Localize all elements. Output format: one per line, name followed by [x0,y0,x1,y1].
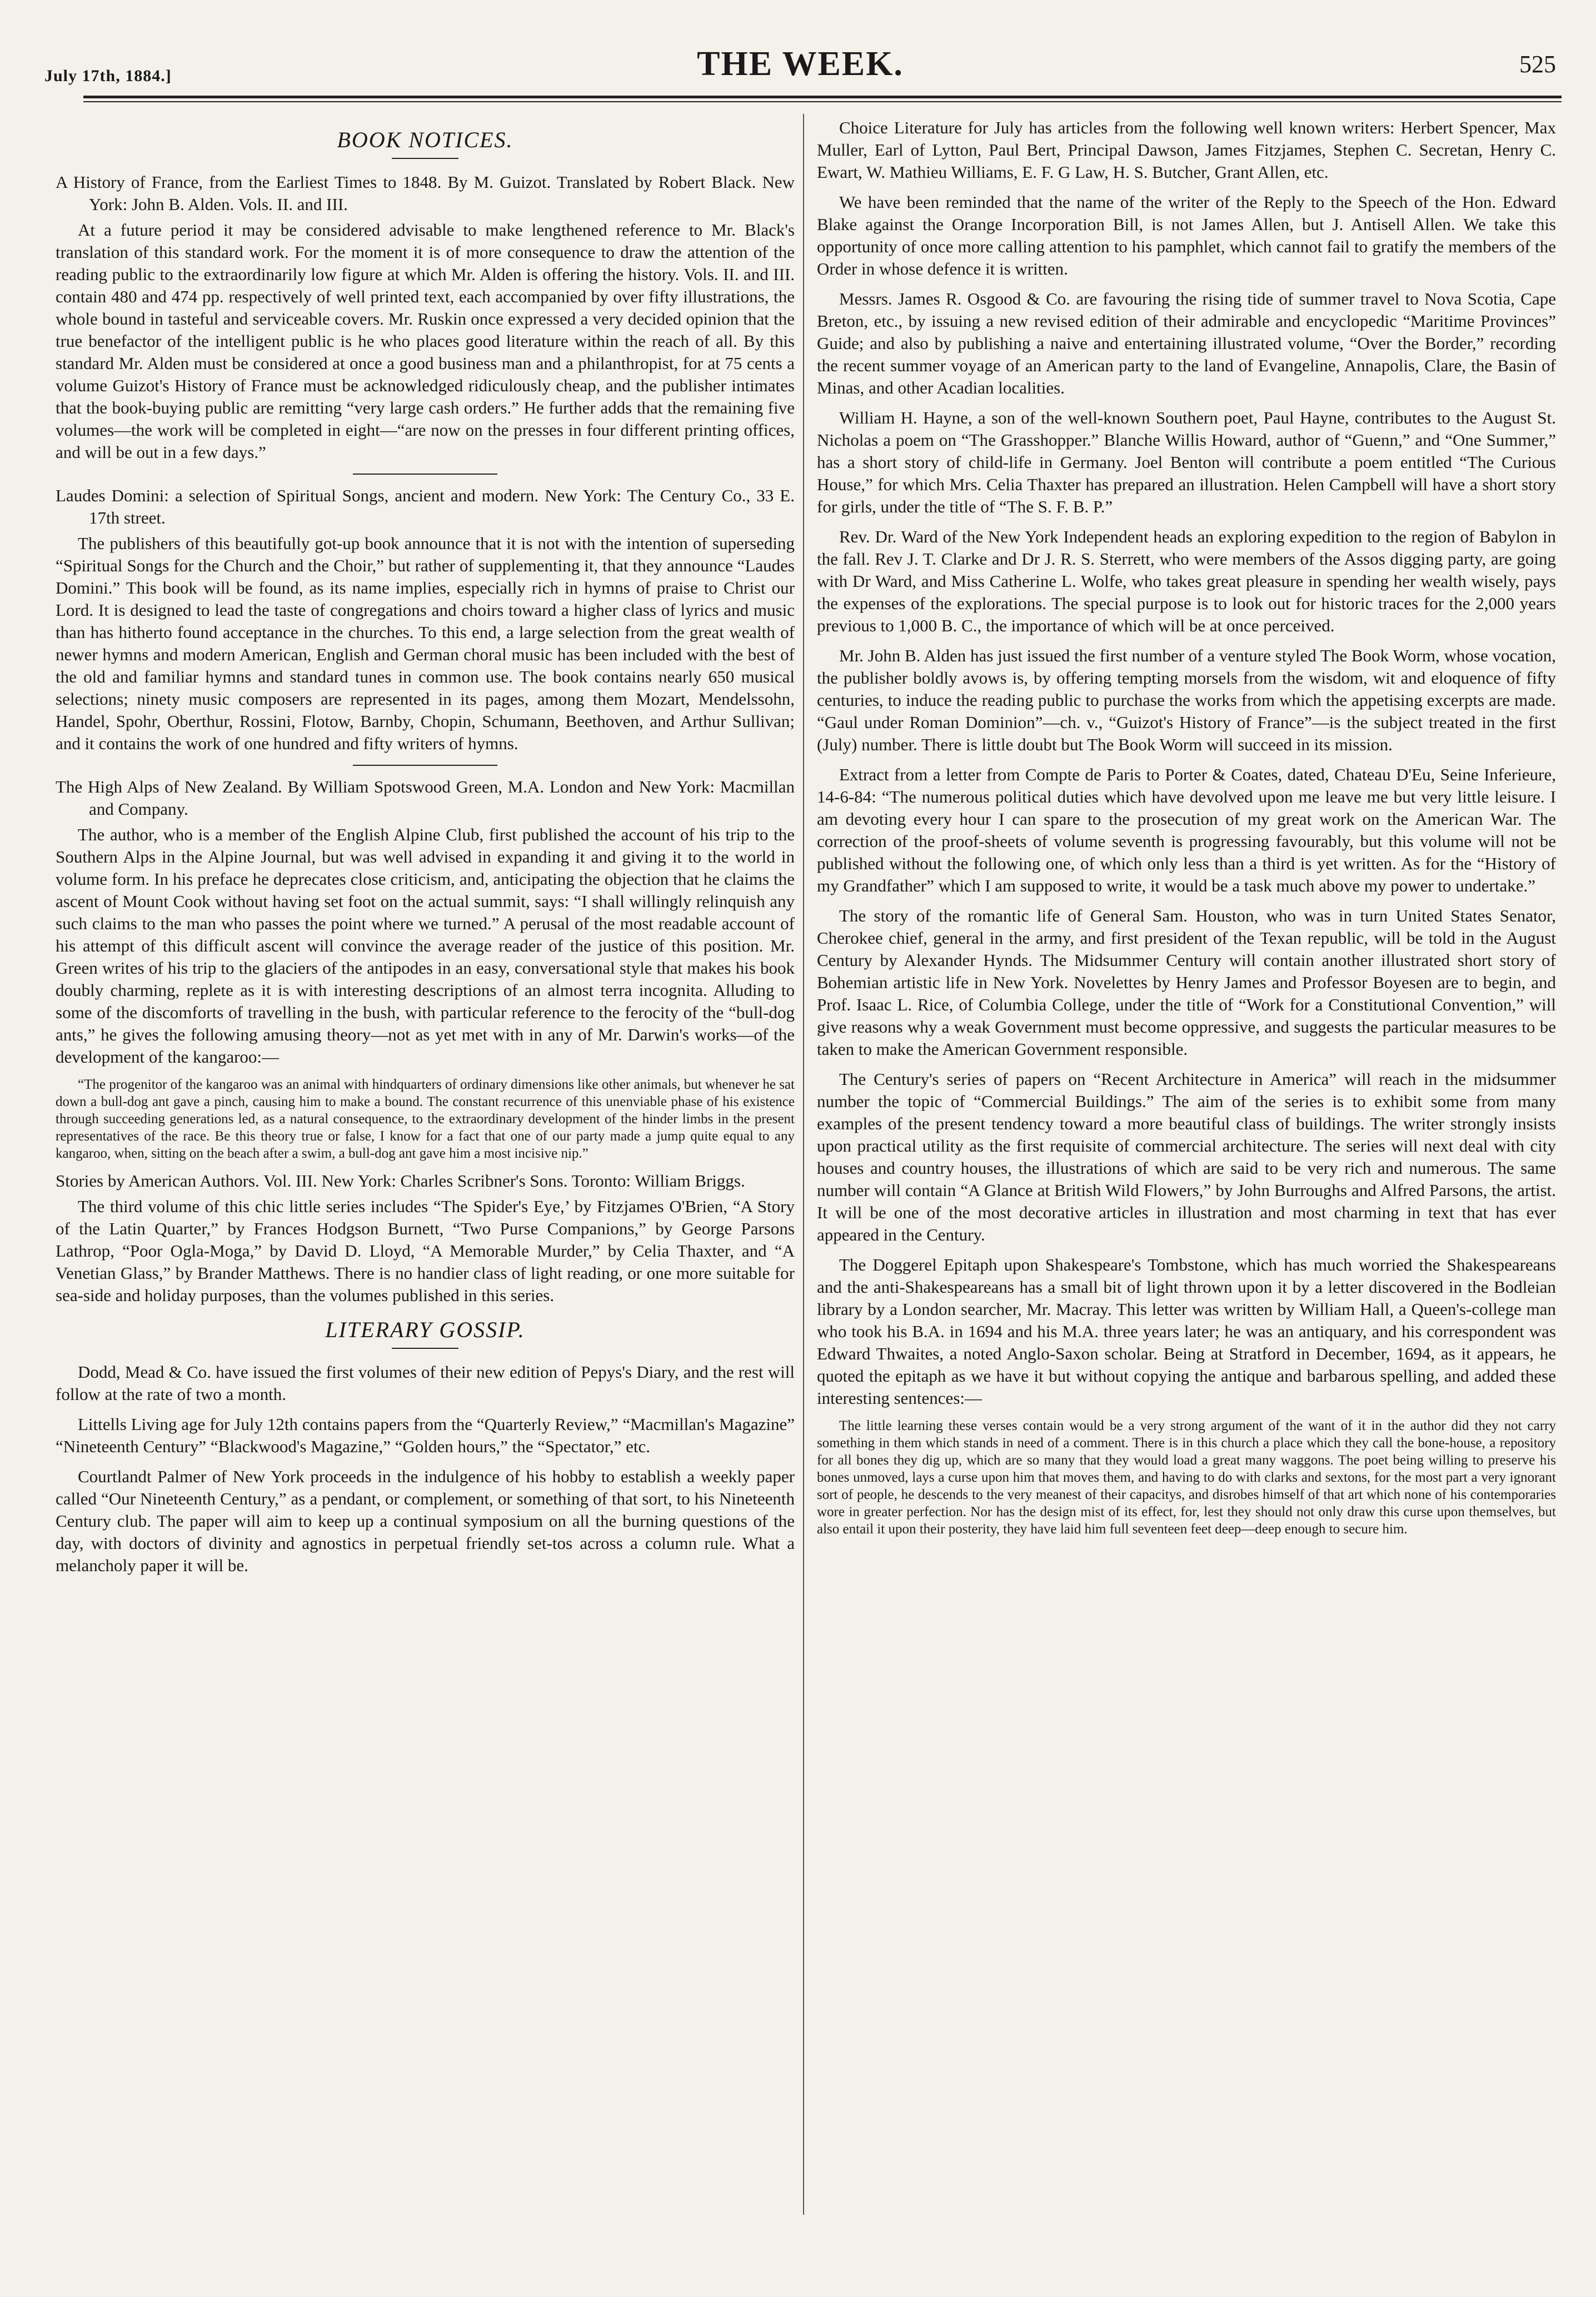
page-number: 525 [1519,51,1556,78]
right-column [817,117,1556,1546]
gossip-paragraph: The Century's series of papers on “Recent Architecture in America” will reach in the midsummer number the topic of “Commercial Buildings.” The aim of the series is to exhibit some from many examples of the present tendency toward a more beautiful class of buildings. The writer strongly insists upon practical utility as the first requisite of commercial architecture. The series will next deal with city houses and country houses, the illustrations of which are said to be very rich and numerous. The same number will contain “A Glance at British Wild Flowers,” by John Burroughs and Alfred Parsons, the artist. It will be one of the most decorative articles in illustration and most charming in text that has ever appeared in the Century. [817,1069,1556,1244]
review-citation: Stories by American Authors. Vol. III. New York: Charles Scribner's Sons. Toronto: William Briggs. [56,1171,745,1190]
left-column [56,117,795,1585]
literary-gossip-heading: LITERARY GOSSIP. [325,1317,525,1342]
review-body: The publishers of this beautifully got-up book announce that it is not with the intention of superseding “Spiritual Songs for the Church and the Choir,” but rather of supplementing it, that they announce “Laudes Domini.” This book will be found, as its name implies, especially rich in hymns of praise to Christ our Lord. It is designed to lead the taste of congregations and choirs toward a higher class of lyrics and music than has hitherto found acceptance in the churches. To this end, a large selection from the great wealth of newer hymns and modern American, English and German choral music has been included with the best of the old and familiar hymns and standard tunes in common use. The book contains nearly 650 musical selections; ninety music composers are represented in its pages, among them Mozart, Mendelssohn, Handel, Spohr, Oberthur, Rossini, Flotow, Barnby, Chopin, Schumann, Beethoven, and Arthur Sullivan; and it contains the work of one hundred and fifty writers of hymns. [56,534,795,753]
divider-rule [353,765,497,766]
review-quote: “The progenitor of the kangaroo was an animal with hindquarters of ordinary dimensions like other animals, but whenever he sat down a bull-dog ant gave a pinch, causing him to make a bound. The constant recurrence of this unenviable phase of his existence through succeeding generations led, as a natural consequence, to the extraordinary development of the hinder limbs in the present representatives of the race. Be this theory true or false, I know for a fact that one of our party made a jump quite equal to any kangaroo, when, sitting on the beach after a swim, a bull-dog ant gave him a most incisive nip.” [56,1077,795,1161]
gossip-paragraph: Courtlandt Palmer of New York proceeds in the indulgence of his hobby to establish a weekly paper called “Our Nineteenth Century,” as a pendant, or complement, or something of that sort, to his Nineteenth Century club. The paper will aim to keep up a continual symposium on all the burning questions of the day, with doctors of divinity and agnostics in perpetual friendly set-tos across a column rule. What a melancholy paper it will be. [56,1467,795,1575]
book-notices-heading: BOOK NOTICES. [337,127,513,152]
gossip-paragraph: Messrs. James R. Osgood & Co. are favouring the rising tide of summer travel to Nova Scotia, Cape Breton, etc., by issuing a new revised edition of their admirable and encyclopedic “Maritime Provinces” Guide; and also by publishing a naive and entertaining illustrated volume, “Over the Border,” recording the recent summer voyage of an American party to the land of Evangeline, Annapolis, Clare, the Basin of Minas, and other Acadian localities. [817,289,1556,397]
review-body: The author, who is a member of the English Alpine Club, first published the account of his trip to the Southern Alps in the Alpine Journal, but was well advised in expanding it and giving it to the world in volume form. In his preface he deprecates close criticism, and, anticipating the objection that he claims the ascent of Mount Cook without having set foot on the actual summit, says: “I shall willingly relinquish any such claims to the man who passes the point where we turned.” A perusal of the most readable account of his attempt of this difficult ascent will convince the average reader of the justice of this position. Mr. Green writes of his trip to the glaciers of the antipodes in an easy, conversational style that makes his book doubly charming, replete as it is with interesting descriptions of an almost terra incognita. Alluding to some of the discomforts of travelling in the bush, with particular reference to the ferocity of the “bull-dog ants,” he gives the following amusing theory—not as yet met with in any of Mr. Darwin's works—of the development of the kangaroo:— [56,825,795,1067]
masthead-title: THE WEEK. [697,45,904,83]
gossip-paragraph: Extract from a letter from Compte de Paris to Porter & Coates, dated, Chateau D'Eu, Seine Inferieure, 14-6-84: “The numerous political duties which have devolved upon me leave me but very little leisure. I am devoting every hour I can spare to the prosecution of my great work on the American War. The correction of the proof-sheets of volume seventh is progressing favourably, but this volume will not be published without the following one, of which only less than a third is yet written. As for the “History of my Grandfather” which I am supposed to write, it would be a task much above my power to undertake.” [817,765,1556,895]
gossip-paragraph: Dodd, Mead & Co. have issued the first volumes of their new edition of Pepys's Diary, and the rest will follow at the rate of two a month. [56,1362,795,1404]
divider-rule [353,474,497,475]
gossip-paragraph: Littells Living age for July 12th contains papers from the “Quarterly Review,” “Macmillan's Magazine” “Nineteenth Century” “Blackwood's Magazine,” “Golden hours,” the “Spectator,” etc. [56,1414,795,1456]
gossip-paragraph: The Doggerel Epitaph upon Shakespeare's Tombstone, which has much worried the Shakespeareans and the anti-Shakespeareans has a small bit of light thrown upon it by a letter discovered in the Bodleian library by a London searcher, Mr. Macray. This letter was written by William Hall, a Queen's-college man who took his B.A. in 1694 and his M.A. three years later; he was an antiquary, and his correspondent was Edward Thwaites, a noted Anglo-Saxon scholar. Being at Stratford in December, 1694, as it appears, he quoted the epitaph as we have it but without copying the antique and barbarous spelling, and added these interesting sentences:— [817,1255,1556,1408]
newspaper-page [39,22,1562,2279]
header-rule-thick [83,96,1562,98]
review-citation: The High Alps of New Zealand. By William Spotswood Green, M.A. London and New York: Macmillan and Company. [56,777,795,819]
review-guizot [56,171,795,464]
gossip-paragraph: The story of the romantic life of General Sam. Houston, who was in turn United States Senator, Cherokee chief, general in the army, and first president of the Texan republic, will be told in the August Century by Alexander Hynds. The Midsummer Century will contain another illustrated short story of Bohemian artistic life in New York. Novelettes by Henry James and Professor Boyesen are to begin, and Prof. Isaac L. Rice, of Columbia College, under the title of “Work for a Constitutional Convention,” will give reasons why a weak Government must become oppressive, and suggests the particular measures to be taken to make the American Government responsible. [817,906,1556,1059]
review-citation: Laudes Domini: a selection of Spiritual Songs, ancient and modern. New York: The Century Co., 33 E. 17th street. [56,486,795,527]
gossip-paragraph: Choice Literature for July has articles from the following well known writers: Herbert Spencer, Max Muller, Earl of Lytton, Paul Bert, Principal Dawson, James Fitzjames, Stephen C. Secretan, Henry C. Ewart, W. Mathieu Williams, E. F. G Law, H. S. Butcher, Grant Allen, etc. [817,118,1556,182]
gossip-paragraph: William H. Hayne, a son of the well-known Southern poet, Paul Hayne, contributes to the August St. Nicholas a poem on “The Grasshopper.” Blanche Willis Howard, author of “Guenn,” and “One Summer,” has a short story of child-life in Germany. Joel Benton will contribute a poem entitled “The Curious House,” for which Mrs. Celia Thaxter has prepared an illustration. Helen Campbell will have a short story for girls, under the title of “The S. F. B. P.” [817,408,1556,516]
issue-date: July 17th, 1884.] [44,67,172,85]
gossip-paragraph: Mr. John B. Alden has just issued the first number of a venture styled The Book Worm, whose vocation, the publisher boldly avows is, by offering tempting morsels from the wisdom, wit and eloquence of fifty centuries, to induce the reading public to purchase the works from which the appetising excerpts are made. “Gaul under Roman Dominion”—ch. v., “Guizot's History of France”—is the subject treated in the first (July) number. There is little doubt but The Book Worm will succeed in its mission. [817,646,1556,754]
gossip-paragraph: We have been reminded that the name of the writer of the Reply to the Speech of the Hon. Edward Blake against the Orange Incorporation Bill, is not James Allen, but J. Antisell Allen. We take this opportunity of once more calling attention to his pamphlet, which cannot fail to gratify the members of the Order in whose defence it is written. [817,192,1556,278]
review-body: At a future period it may be considered advisable to make lengthened reference to Mr. Black's translation of this standard work. For the moment it is of more consequence to draw the attention of the reading public to the extraordinarily low figure at which Mr. Alden is offering the history. Vols. II. and III. contain 480 and 474 pp. respectively of well printed text, each accompanied by over fifty illustrations, the whole bound in tasteful and serviceable covers. Mr. Ruskin once expressed a very decided opinion that the true benefactor of the intelligent public is he who places good literature within the reach of all. By this standard Mr. Alden must be considered at once a good business man and a philanthropist, for at 75 cents a volume Guizot's History of France must be acknowledged ridiculously cheap, and the publisher intimates that the book-buying public are remitting “very large cash orders.” He further adds that the remaining five volumes—the work will be completed in eight—“are now on the presses in four different printing offices, and will be out in a few days.” [56,220,795,462]
header-rule-thin [83,101,1562,102]
epitaph-quote: The little learning these verses contain would be a very strong argument of the want of it in the author did they not carry something in them which stands in need of a comment. There is in this church a place which they call the bone-house, a repository for all bones they dig up, which are so many that they would load a great many waggons. The poet being willing to preserve his bones unmoved, lays a curse upon him that moves them, and having to do with clarks and sextons, for the most part a very ignorant sort of people, he descends to the very meanest of their capacitys, and disrobes himself of that art which none of his contemporaries wore in greater perfection. Nor has the design mist of its effect, for, lest they should not only draw this curse upon themselves, but also entail it upon their posterity, they have laid him full seventeen feet deep—deep enough to secure him. [817,1418,1556,1537]
column-divider [803,114,804,2215]
review-citation: A History of France, from the Earliest Times to 1848. By M. Guizot. Translated by Robert Black. New York: John B. Alden. Vols. II. and III. [56,172,795,214]
review-high-alps [56,776,795,1162]
section-rule [392,1348,458,1349]
page-header [39,33,1562,94]
gossip-paragraph: Rev. Dr. Ward of the New York Independent heads an exploring expedition to the region of Babylon in the fall. Rev J. T. Clarke and Dr J. R. S. Sterrett, who were members of the Assos digging party, are going with Dr Ward, and Miss Catherine L. Wolfe, who takes great pleasure in spending her wealth wisely, pays the expenses of the explorations. The special purpose is to look out for historic traces for the 2,000 years previous to 1,000 B. C., the importance of which will be at once perceived. [817,527,1556,635]
review-laudes-domini [56,485,795,755]
section-rule [392,158,458,159]
review-stories-american-authors [56,1170,795,1307]
review-body: The third volume of this chic little series includes “The Spider's Eye,’ by Fitzjames O'Brien, “A Story of the Latin Quarter,” by Frances Hodgson Burnett, “Two Purse Companions,” by George Parsons Lathrop, “Poor Ogla-Moga,” by David D. Lloyd, “A Memorable Murder,” by Celia Thaxter, and “A Venetian Glass,” by Brander Matthews. There is no handier class of light reading, or one more suitable for sea-side and holiday purposes, than the volumes published in this series. [56,1197,795,1305]
